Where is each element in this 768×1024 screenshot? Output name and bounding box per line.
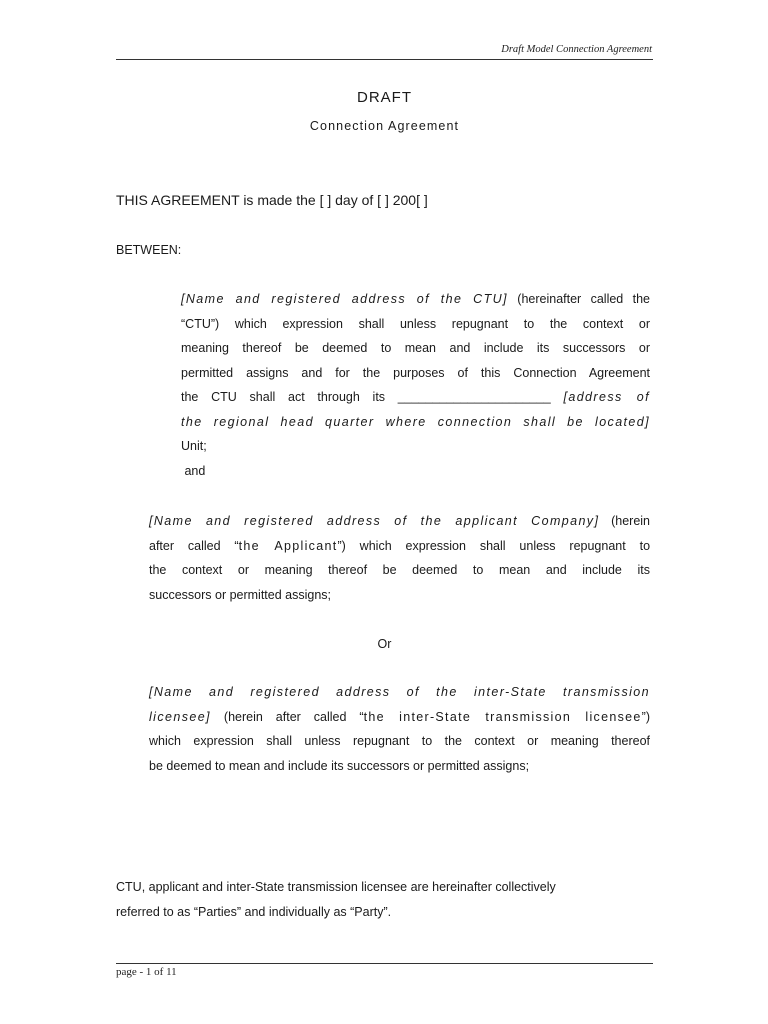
- closing-line-2: referred to as “Parties” and individually as “Party”.: [116, 904, 392, 919]
- document-title: DRAFT: [357, 89, 412, 106]
- ctu-address-placeholder: [address of: [563, 390, 650, 404]
- ctu-line-2: “CTU”) which expression shall unless repugnant to the context or: [181, 316, 650, 331]
- and-label: and: [181, 463, 206, 478]
- applicant-name-placeholder: [Name and registered address of the applicant Company]: [149, 514, 600, 528]
- licensee-line-2-a: (herein after called “: [210, 709, 364, 724]
- running-header: Draft Model Connection Agreement: [501, 44, 652, 55]
- header-rule: [116, 59, 653, 60]
- applicant-line-2-b: ”) which expression shall unless repugnant to: [337, 538, 651, 553]
- closing-paragraph: [116, 875, 638, 924]
- licensee-line-4: be deemed to mean and include its successors or permitted assigns;: [149, 758, 530, 773]
- document-subtitle: Connection Agreement: [309, 119, 460, 133]
- applicant-line-1-text: (herein: [599, 514, 650, 528]
- footer-rule: [116, 963, 653, 964]
- page-number: page - 1 of 11: [116, 966, 177, 978]
- ctu-name-placeholder: [Name and registered address of the CTU]: [181, 292, 508, 306]
- or-label: Or: [377, 637, 392, 651]
- licensee-placeholder-end: licensee]: [149, 709, 211, 724]
- applicant-line-2-a: after called “: [149, 538, 239, 553]
- licensee-line-3: which expression shall unless repugnant to the context or meaning thereof: [149, 734, 650, 748]
- party-applicant-paragraph: [149, 509, 650, 607]
- ctu-line-5-text: the CTU shall act through its ______________________: [181, 390, 564, 404]
- licensee-line-2-b: ”): [641, 709, 650, 724]
- party-ctu-paragraph: [181, 287, 650, 483]
- ctu-regional-hq-placeholder: the regional head quarter where connection shall be located]: [181, 414, 650, 429]
- ctu-line-3: meaning thereof be deemed to mean and include its successors or: [181, 341, 650, 355]
- applicant-line-4: successors or permitted assigns;: [149, 587, 332, 602]
- ctu-line-4: permitted assigns and for the purposes of this Connection Agreement: [181, 365, 650, 380]
- party-licensee-paragraph: [149, 680, 650, 778]
- ctu-line-1-text: (hereinafter called the: [507, 292, 650, 306]
- between-label: BETWEEN:: [116, 243, 182, 257]
- licensee-defined-term: the inter-State transmission licensee: [363, 709, 642, 724]
- applicant-defined-term: the Applicant: [238, 538, 338, 553]
- applicant-line-3: the context or meaning thereof be deemed to mean and include its: [149, 563, 650, 577]
- licensee-name-placeholder: [Name and registered address of the inter-State transmission: [149, 685, 650, 699]
- closing-line-1: CTU, applicant and inter-State transmission licensee are hereinafter collectively: [116, 880, 556, 894]
- agreement-date-line: THIS AGREEMENT is made the [ ] day of [ ] 200[ ]: [116, 192, 428, 208]
- ctu-line-7: Unit;: [181, 439, 207, 453]
